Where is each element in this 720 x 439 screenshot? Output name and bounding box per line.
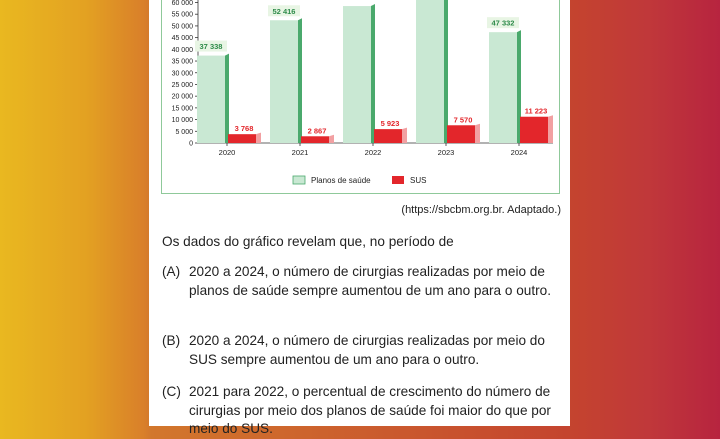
planos-bar bbox=[489, 32, 517, 143]
y-tick-label: 60 000 bbox=[171, 0, 193, 7]
option-c[interactable] bbox=[162, 383, 564, 439]
planos-bar-side bbox=[371, 4, 375, 143]
y-tick-label: 15 000 bbox=[171, 105, 193, 113]
sus-bar-side bbox=[402, 128, 407, 143]
y-tick-label: 40 000 bbox=[171, 46, 193, 54]
sus-bar-side bbox=[475, 124, 480, 143]
bar-chart bbox=[161, 0, 560, 198]
sus-bar-side bbox=[256, 133, 261, 143]
option-c-letter: (C) bbox=[162, 384, 181, 399]
option-a[interactable] bbox=[162, 263, 564, 300]
sus-bar bbox=[374, 129, 402, 143]
question-intro: Os dados do gráfico revelam que, no período de bbox=[162, 234, 454, 249]
legend-swatch-planos bbox=[293, 176, 305, 184]
y-tick-label: 0 bbox=[189, 140, 193, 148]
y-tick-label: 50 000 bbox=[171, 23, 193, 31]
option-a-text: 2020 a 2024, o número de cirurgias realizadas por meio de planos de saúde sempre aumentou de um ano para o outro. bbox=[189, 264, 551, 298]
y-tick-label: 20 000 bbox=[171, 93, 193, 101]
sus-data-label: 5 923 bbox=[380, 119, 400, 129]
y-tick-label: 55 000 bbox=[171, 11, 193, 19]
y-tick-label: 30 000 bbox=[171, 70, 193, 78]
y-tick-label: 5 000 bbox=[175, 128, 193, 136]
y-tick-label: 35 000 bbox=[171, 58, 193, 66]
planos-bar bbox=[270, 20, 298, 143]
option-b-text: 2020 a 2024, o número de cirurgias realizadas por meio do SUS sempre aumentou de um ano para o outro. bbox=[189, 333, 545, 367]
x-tick-label: 2022 bbox=[364, 148, 382, 157]
planos-bar bbox=[343, 6, 371, 143]
sus-data-label: 3 768 bbox=[234, 124, 254, 134]
planos-data-label: 37 338 bbox=[199, 42, 223, 52]
sus-bar bbox=[301, 136, 329, 143]
y-tick-label: 45 000 bbox=[171, 35, 193, 43]
planos-data-label: 52 416 bbox=[272, 6, 296, 16]
x-tick-label: 2023 bbox=[437, 148, 455, 157]
sus-bar bbox=[520, 117, 548, 143]
option-b-letter: (B) bbox=[162, 333, 181, 348]
y-tick-label: 10 000 bbox=[171, 117, 193, 125]
planos-bar-side bbox=[444, 0, 448, 143]
x-tick-label: 2024 bbox=[510, 148, 528, 157]
sus-bar-side bbox=[548, 115, 553, 143]
option-c-text: 2021 para 2022, o percentual de crescimento do número de cirurgias por meio dos planos de saúde foi maior do que por meio do SUS. bbox=[189, 384, 551, 436]
option-a-letter: (A) bbox=[162, 264, 181, 279]
y-tick-label: 25 000 bbox=[171, 81, 193, 89]
planos-bar bbox=[197, 56, 225, 143]
option-b[interactable] bbox=[162, 332, 564, 369]
legend-label-planos: Planos de saúde bbox=[311, 176, 371, 185]
planos-bar bbox=[416, 0, 444, 143]
planos-data-label: 47 332 bbox=[491, 18, 515, 28]
sus-bar bbox=[447, 125, 475, 143]
sus-bar bbox=[228, 134, 256, 143]
planos-bar-side bbox=[298, 18, 302, 143]
planos-bar-side bbox=[225, 54, 229, 143]
source-citation: (https://sbcbm.org.br. Adaptado.) bbox=[401, 204, 561, 216]
x-tick-label: 2020 bbox=[218, 148, 236, 157]
legend-swatch-sus bbox=[392, 176, 404, 184]
sus-data-label: 7 570 bbox=[453, 115, 473, 125]
sus-bar-side bbox=[329, 135, 334, 143]
sus-data-label: 11 223 bbox=[524, 106, 548, 116]
legend-label-sus: SUS bbox=[410, 176, 427, 185]
sus-data-label: 2 867 bbox=[307, 126, 327, 136]
x-tick-label: 2021 bbox=[291, 148, 309, 157]
